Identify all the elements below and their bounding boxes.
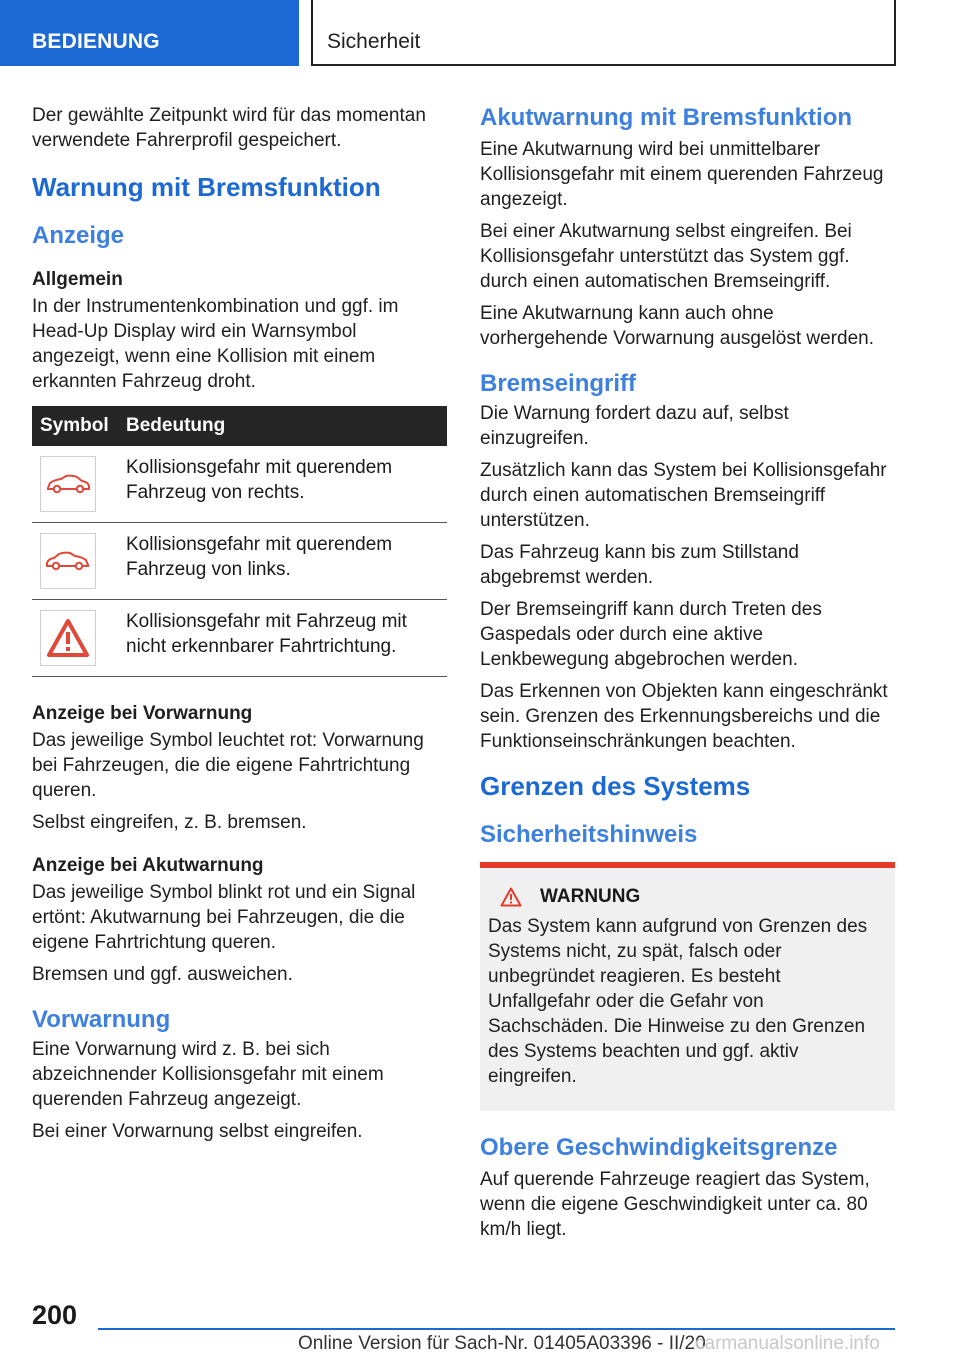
table-header-row [32, 406, 447, 446]
warning-title: WARNUNG [540, 886, 641, 907]
paragraph-brems-5: Das Erkennen von Objekten kann eingeschränkt sein. Grenzen des Erkennungsbereichs und die Funktionseinschränkungen beachten. [480, 681, 888, 752]
table-row [32, 446, 447, 523]
watermark: carmanualsonline.info [695, 1333, 880, 1354]
meaning-cell: Kollisionsgefahr mit querendem Fahrzeug von rechts. [118, 446, 447, 523]
warning-box [480, 862, 895, 1111]
subheading-akutwarnung: Akutwarnung mit Bremsfunktion [480, 104, 853, 131]
paragraph-akut-2: Bei einer Akutwarnung selbst eingreifen. Bei Kollisionsgefahr unterstützt das System ggf. durch einen automatischen Bremseingriff. [480, 221, 852, 292]
subheading-anzeige: Anzeige [32, 222, 125, 249]
left-column [32, 103, 447, 1151]
heading-anzeige-vorwarnung: Anzeige bei Vorwarnung [32, 703, 253, 724]
paragraph-brems-4: Der Bremseingriff kann durch Treten des Gaspedals oder durch eine aktive Lenkbewegung abgebrochen werden. [480, 599, 822, 670]
meaning-cell: Kollisionsgefahr mit querendem Fahrzeug von links. [118, 523, 447, 600]
paragraph-vor-2: Bei einer Vorwarnung selbst eingreifen. [32, 1121, 363, 1142]
footer-divider [98, 1328, 895, 1330]
subheading-vorwarnung: Vorwarnung [32, 1006, 171, 1033]
symbol-cell [32, 600, 118, 677]
paragraph-brems-2: Zusätzlich kann das System bei Kollisionsgefahr durch einen automatischen Bremseingriff unterstützen. [480, 460, 887, 531]
heading-allgemein: Allgemein [32, 269, 123, 290]
table-row [32, 600, 447, 677]
paragraph-akut-2: Bremsen und ggf. ausweichen. [32, 964, 293, 985]
heading-grenzen: Grenzen des Systems [480, 771, 751, 801]
page-number: 200 [32, 1300, 78, 1330]
symbol-cell [32, 446, 118, 523]
warning-triangle-icon [40, 610, 96, 666]
section-tab[interactable]: BEDIENUNG [0, 0, 299, 66]
paragraph-obere: Auf querende Fahrzeuge reagiert das System, wenn die eigene Geschwindigkeit unter ca. 80 km/h liegt. [480, 1169, 870, 1240]
paragraph-akut-1: Eine Akutwarnung wird bei unmittelbarer Kollisionsgefahr mit einem querenden Fahrzeug angezeigt. [480, 139, 884, 210]
section-heading: Warnung mit Bremsfunktion [32, 172, 381, 202]
paragraph-akut-3: Eine Akutwarnung kann auch ohne vorhergehende Vorwarnung ausgelöst werden. [480, 303, 874, 349]
chapter-tab[interactable]: Sicherheit [311, 0, 896, 66]
symbol-cell [32, 523, 118, 600]
intro-paragraph: Der gewählte Zeitpunkt wird für das momentan verwendete Fahrerprofil gespeichert. [32, 105, 426, 151]
warning-triangle-icon [500, 887, 522, 907]
symbol-table [32, 406, 447, 677]
paragraph-brems-3: Das Fahrzeug kann bis zum Stillstand abgebremst werden. [480, 542, 799, 588]
subheading-obere-geschwindigkeitsgrenze: Obere Geschwindigkeitsgrenze [480, 1134, 838, 1161]
paragraph-vorwarnung-2: Selbst eingreifen, z. B. bremsen. [32, 812, 307, 833]
subheading-bremseingriff: Bremseingriff [480, 370, 637, 397]
footer-online-version: Online Version für Sach-Nr. 01405A03396 - II/20 [298, 1333, 706, 1354]
warning-text: Das System kann aufgrund von Grenzen des Systems nicht, zu spät, falsch oder unbegründet reagieren. Es besteht Unfallgefahr oder die Gefahr von Sachschäden. Die Hinweise zu den Grenzen des Systems beachten und ggf. aktiv eingreifen. [488, 916, 868, 1087]
car-right-collision-icon [40, 456, 96, 512]
heading-anzeige-akutwarnung: Anzeige bei Akutwarnung [32, 855, 264, 876]
warning-header [488, 886, 885, 908]
paragraph-akut-1: Das jeweilige Symbol blinkt rot und ein Signal ertönt: Akutwarnung bei Fahrzeugen, die die eigene Fahrtrichtung queren. [32, 882, 416, 953]
page-header [0, 0, 960, 66]
right-column [480, 103, 895, 1249]
table-row [32, 523, 447, 600]
paragraph-allgemein: In der Instrumentenkombination und ggf. im Head-Up Display wird ein Warnsymbol angezeigt, wenn eine Kollision mit einem erkannten Fahrzeug droht. [32, 296, 399, 392]
subheading-sicherheitshinweis: Sicherheitshinweis [480, 821, 698, 848]
paragraph-brems-1: Die Warnung fordert dazu auf, selbst einzugreifen. [480, 403, 789, 449]
car-left-collision-icon [40, 533, 96, 589]
column-header-symbol: Symbol [32, 406, 118, 446]
paragraph-vorwarnung-1: Das jeweilige Symbol leuchtet rot: Vorwarnung bei Fahrzeugen, die die eigene Fahrtrichtung queren. [32, 730, 424, 801]
column-header-bedeutung: Bedeutung [118, 406, 447, 446]
meaning-cell: Kollisionsgefahr mit Fahrzeug mit nicht erkennbarer Fahrtrichtung. [118, 600, 447, 677]
paragraph-vor-1: Eine Vorwarnung wird z. B. bei sich abzeichnender Kollisionsgefahr mit einem querenden Fahrzeug angezeigt. [32, 1039, 384, 1110]
